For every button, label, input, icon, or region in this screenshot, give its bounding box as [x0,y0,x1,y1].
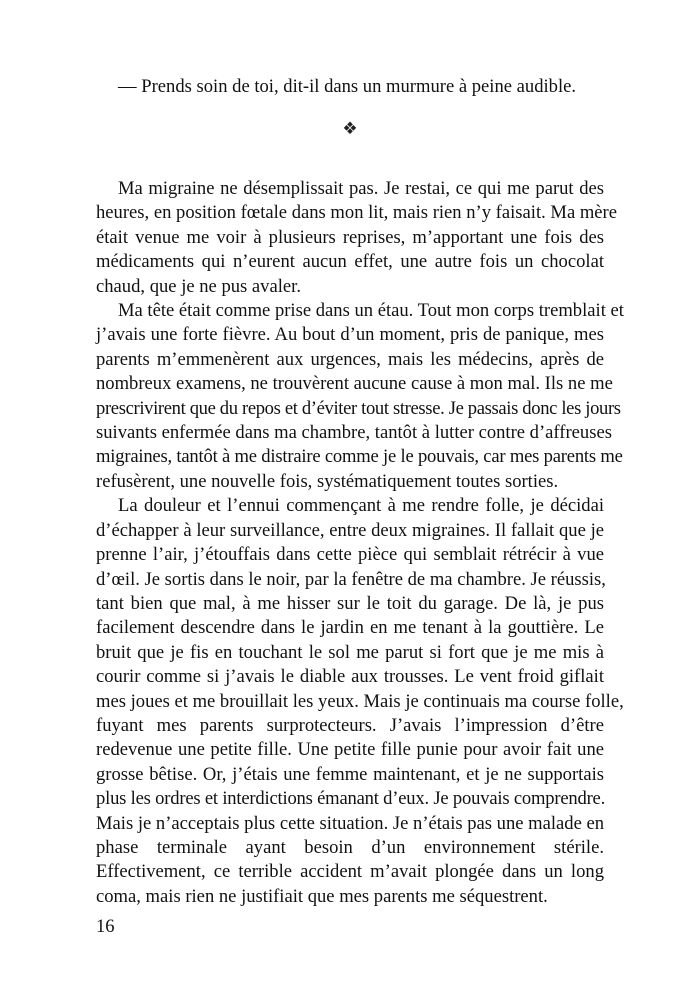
paragraph-line: migraines, tantôt à me distraire comme je le pouvais, car mes parents me [96,446,623,468]
paragraph-line: chaud, que je ne pus avaler. [96,275,301,297]
paragraph-line: mes joues et me brouillait les yeux. Mais je continuais ma course folle, [96,690,624,712]
paragraph-line: Mais je n’acceptais plus cette situation. Je n’étais pas une malade en [96,812,605,834]
paragraph-line: grosse bêtise. Or, j’étais une femme maintenant, et je ne supportais [96,763,604,785]
dialogue-line: — Prends soin de toi, dit-il dans un murmure à peine audible. [118,76,577,97]
section-separator-ornament: ❖ [342,119,358,138]
paragraph-line: fuyant mes parents surprotecteurs. J’avais l’impression d’être [96,714,604,736]
paragraph-line: médicaments qui n’eurent aucun effet, une autre fois un chocolat [96,251,604,273]
paragraph-2 [96,299,624,494]
paragraph-line: prenne l’air, j’étouffais dans cette pièce qui semblait rétrécir à vue [96,544,604,566]
paragraph-line: d’échapper à leur surveillance, entre deux migraines. Il fallait que je [96,519,604,541]
paragraph-line: phase terminale ayant besoin d’un environnement stérile. [96,836,604,858]
paragraph-line: plus les ordres et interdictions émanant d’eux. Je pouvais comprendre. [96,788,606,810]
paragraph-line: Ma tête était comme prise dans un étau. Tout mon corps tremblait et [118,300,624,322]
paragraph-line: d’œil. Je sortis dans le noir, par la fenêtre de ma chambre. Je réussis, [96,568,606,590]
paragraph-line: La douleur et l’ennui commençant à me rendre folle, je décidai [118,495,604,517]
paragraph-line: refusèrent, une nouvelle fois, systématiquement toutes sorties. [96,470,559,492]
paragraph-line: coma, mais rien ne justifiait que mes parents me séquestrent. [96,885,548,907]
book-page [96,74,624,909]
paragraph-3 [96,494,624,909]
paragraph-line: Effectivement, ce terrible accident m’avait plongée dans un long [96,861,604,883]
paragraph-line: facilement descendre dans le jardin en me tenant à la gouttière. Le [96,617,604,639]
paragraph-line: redevenue une petite fille. Une petite fille punie pour avoir fait une [96,739,604,761]
page-number: 16 [96,916,115,937]
body-text [96,177,624,909]
paragraph-line: tant bien que mal, à me hisser sur le toit du garage. De là, je pus [96,592,604,614]
paragraph-line: parents m’emmenèrent aux urgences, mais les médecins, après de [96,348,604,370]
paragraph-line: j’avais une forte fièvre. Au bout d’un moment, pris de panique, mes [96,324,604,346]
paragraph-line: suivants enfermée dans ma chambre, tantôt à lutter contre d’affreuses [96,422,612,444]
paragraph-line: Ma migraine ne désemplissait pas. Je restai, ce qui me parut des [118,178,604,199]
paragraph-line: nombreux examens, ne trouvèrent aucune cause à mon mal. Ils ne me [96,373,613,395]
paragraph-line: était venue me voir à plusieurs reprises, m’apportant une fois des [96,226,604,248]
paragraph-line: bruit que je fis en touchant le sol me parut si fort que je me mis à [96,641,604,663]
paragraph-line: courir comme si j’avais le diable aux trousses. Le vent froid giflait [96,666,604,688]
paragraph-line: heures, en position fœtale dans mon lit, mais rien n’y faisait. Ma mère [96,202,618,224]
paragraph-line: prescrivirent que du repos et d’éviter tout stresse. Je passais donc les jours [96,397,621,419]
paragraph-1 [96,177,618,299]
